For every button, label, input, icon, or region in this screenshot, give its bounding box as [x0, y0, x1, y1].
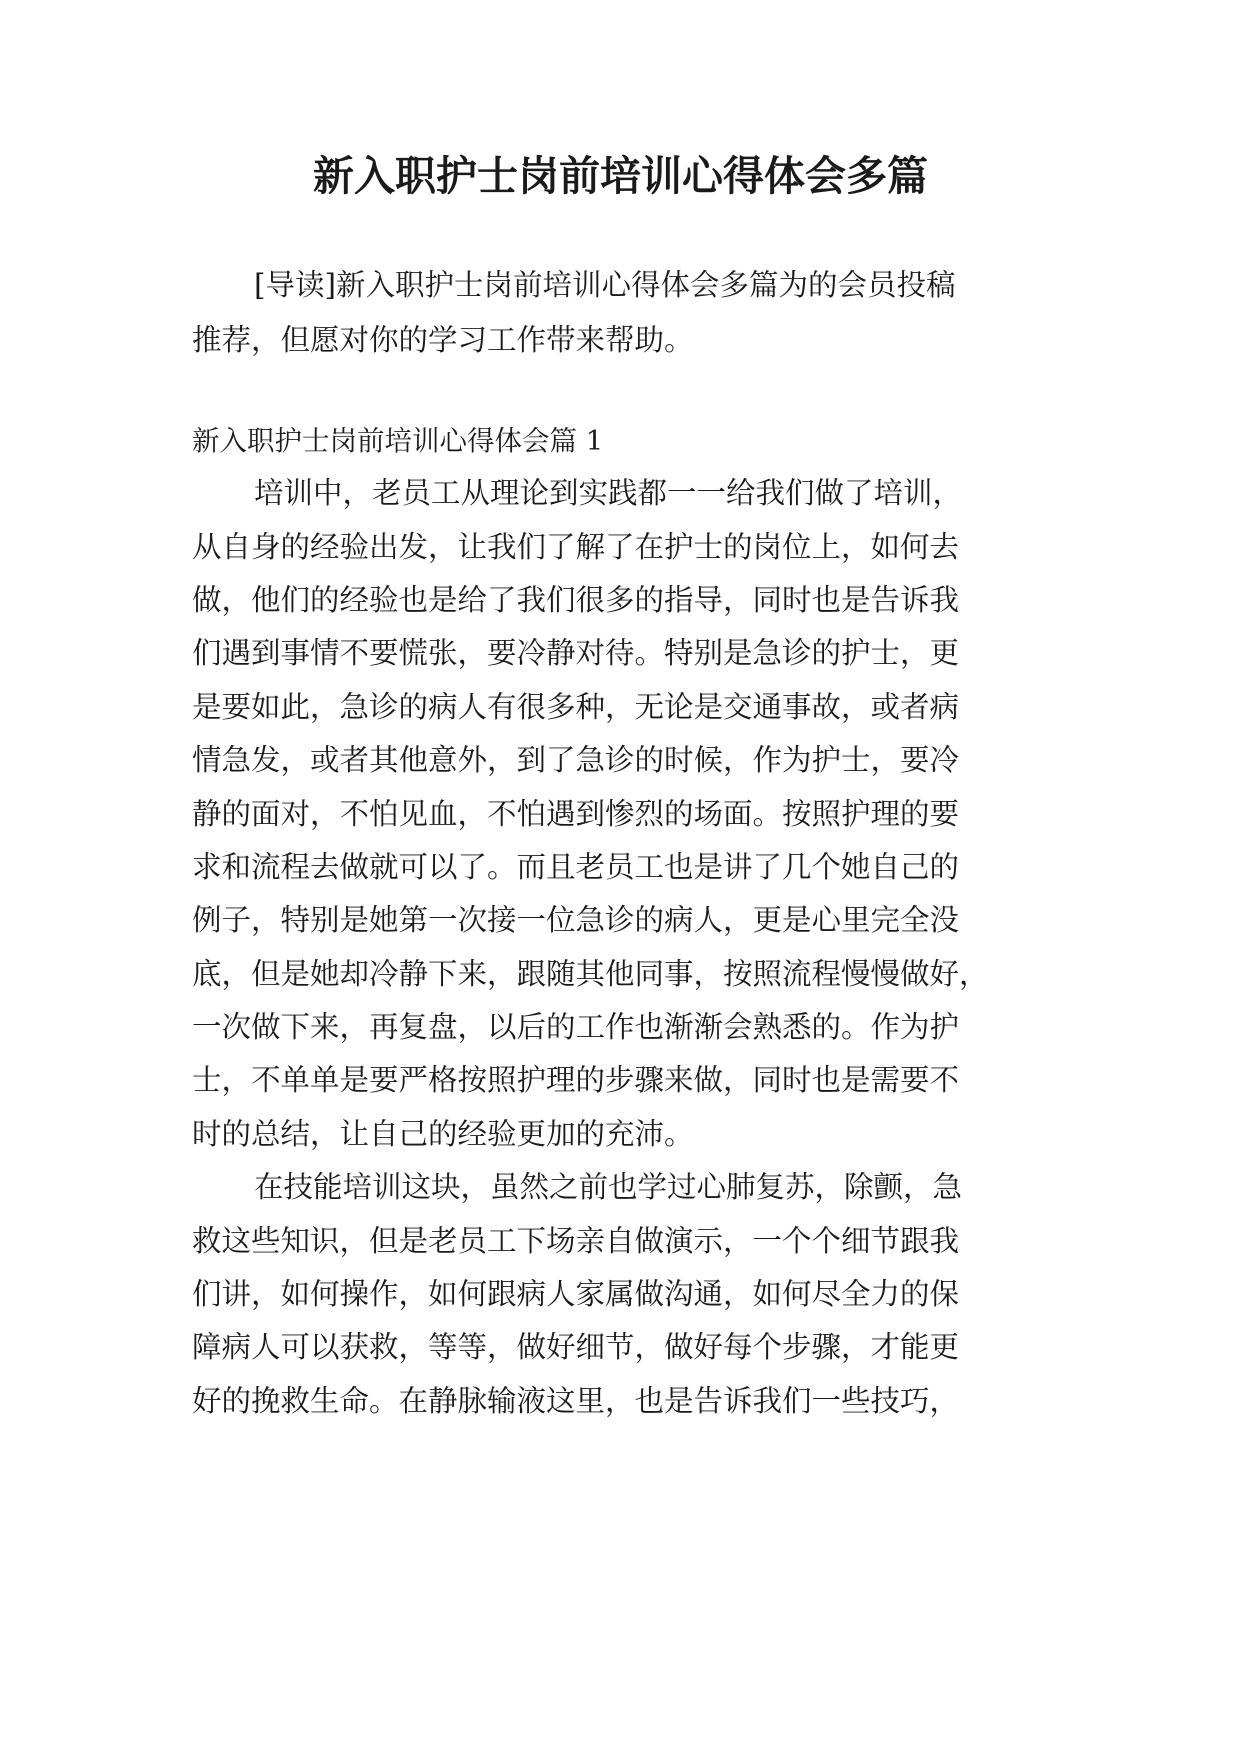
paragraph-line: 例子，特别是她第一次接一位急诊的病人，更是心里完全没	[192, 903, 960, 937]
intro-line: 推荐，但愿对你的学习工作带来帮助。	[192, 323, 694, 357]
paragraph-line: 士，不单单是要严格按照护理的步骤来做，同时也是需要不	[192, 1063, 960, 1097]
section-heading: 新入职护士岗前培训心得体会篇 1	[192, 425, 604, 457]
paragraph-line: 们遇到事情不要慌张，要冷静对待。特别是急诊的护士，更	[192, 636, 960, 670]
paragraph-line: 救这些知识，但是老员工下场亲自做演示，一个个细节跟我	[192, 1224, 960, 1258]
paragraph-line: 在技能培训这块，虽然之前也学过心肺复苏，除颤，急	[254, 1170, 963, 1204]
paragraph-line: 静的面对，不怕见血，不怕遇到惨烈的场面。按照护理的要	[192, 797, 960, 831]
paragraph-line: 们讲，如何操作，如何跟病人家属做沟通，如何尽全力的保	[192, 1277, 960, 1311]
paragraph-line: 从自身的经验出发，让我们了解了在护士的岗位上，如何去	[192, 530, 960, 564]
paragraph-line: 底，但是她却冷静下来，跟随其他同事，按照流程慢慢做好，	[192, 957, 989, 991]
paragraph-line: 障病人可以获救，等等，做好细节，做好每个步骤，才能更	[192, 1330, 960, 1364]
paragraph-line: 是要如此，急诊的病人有很多种，无论是交通事故，或者病	[192, 690, 960, 724]
intro-line: [导读]新入职护士岗前培训心得体会多篇为的会员投稿	[254, 268, 956, 302]
paragraph-line: 好的挽救生命。在静脉输液这里，也是告诉我们一些技巧，	[192, 1384, 960, 1418]
paragraph-line: 培训中，老员工从理论到实践都一一给我们做了培训，	[254, 476, 963, 510]
paragraph-line: 时的总结，让自己的经验更加的充沛。	[192, 1117, 694, 1151]
document-title: 新入职护士岗前培训心得体会多篇	[313, 152, 928, 200]
paragraph-line: 情急发，或者其他意外，到了急诊的时候，作为护士，要冷	[192, 743, 960, 777]
paragraph-line: 一次做下来，再复盘，以后的工作也渐渐会熟悉的。作为护	[192, 1010, 960, 1044]
paragraph-line: 做，他们的经验也是给了我们很多的指导，同时也是告诉我	[192, 583, 960, 617]
paragraph-line: 求和流程去做就可以了。而且老员工也是讲了几个她自己的	[192, 850, 960, 884]
